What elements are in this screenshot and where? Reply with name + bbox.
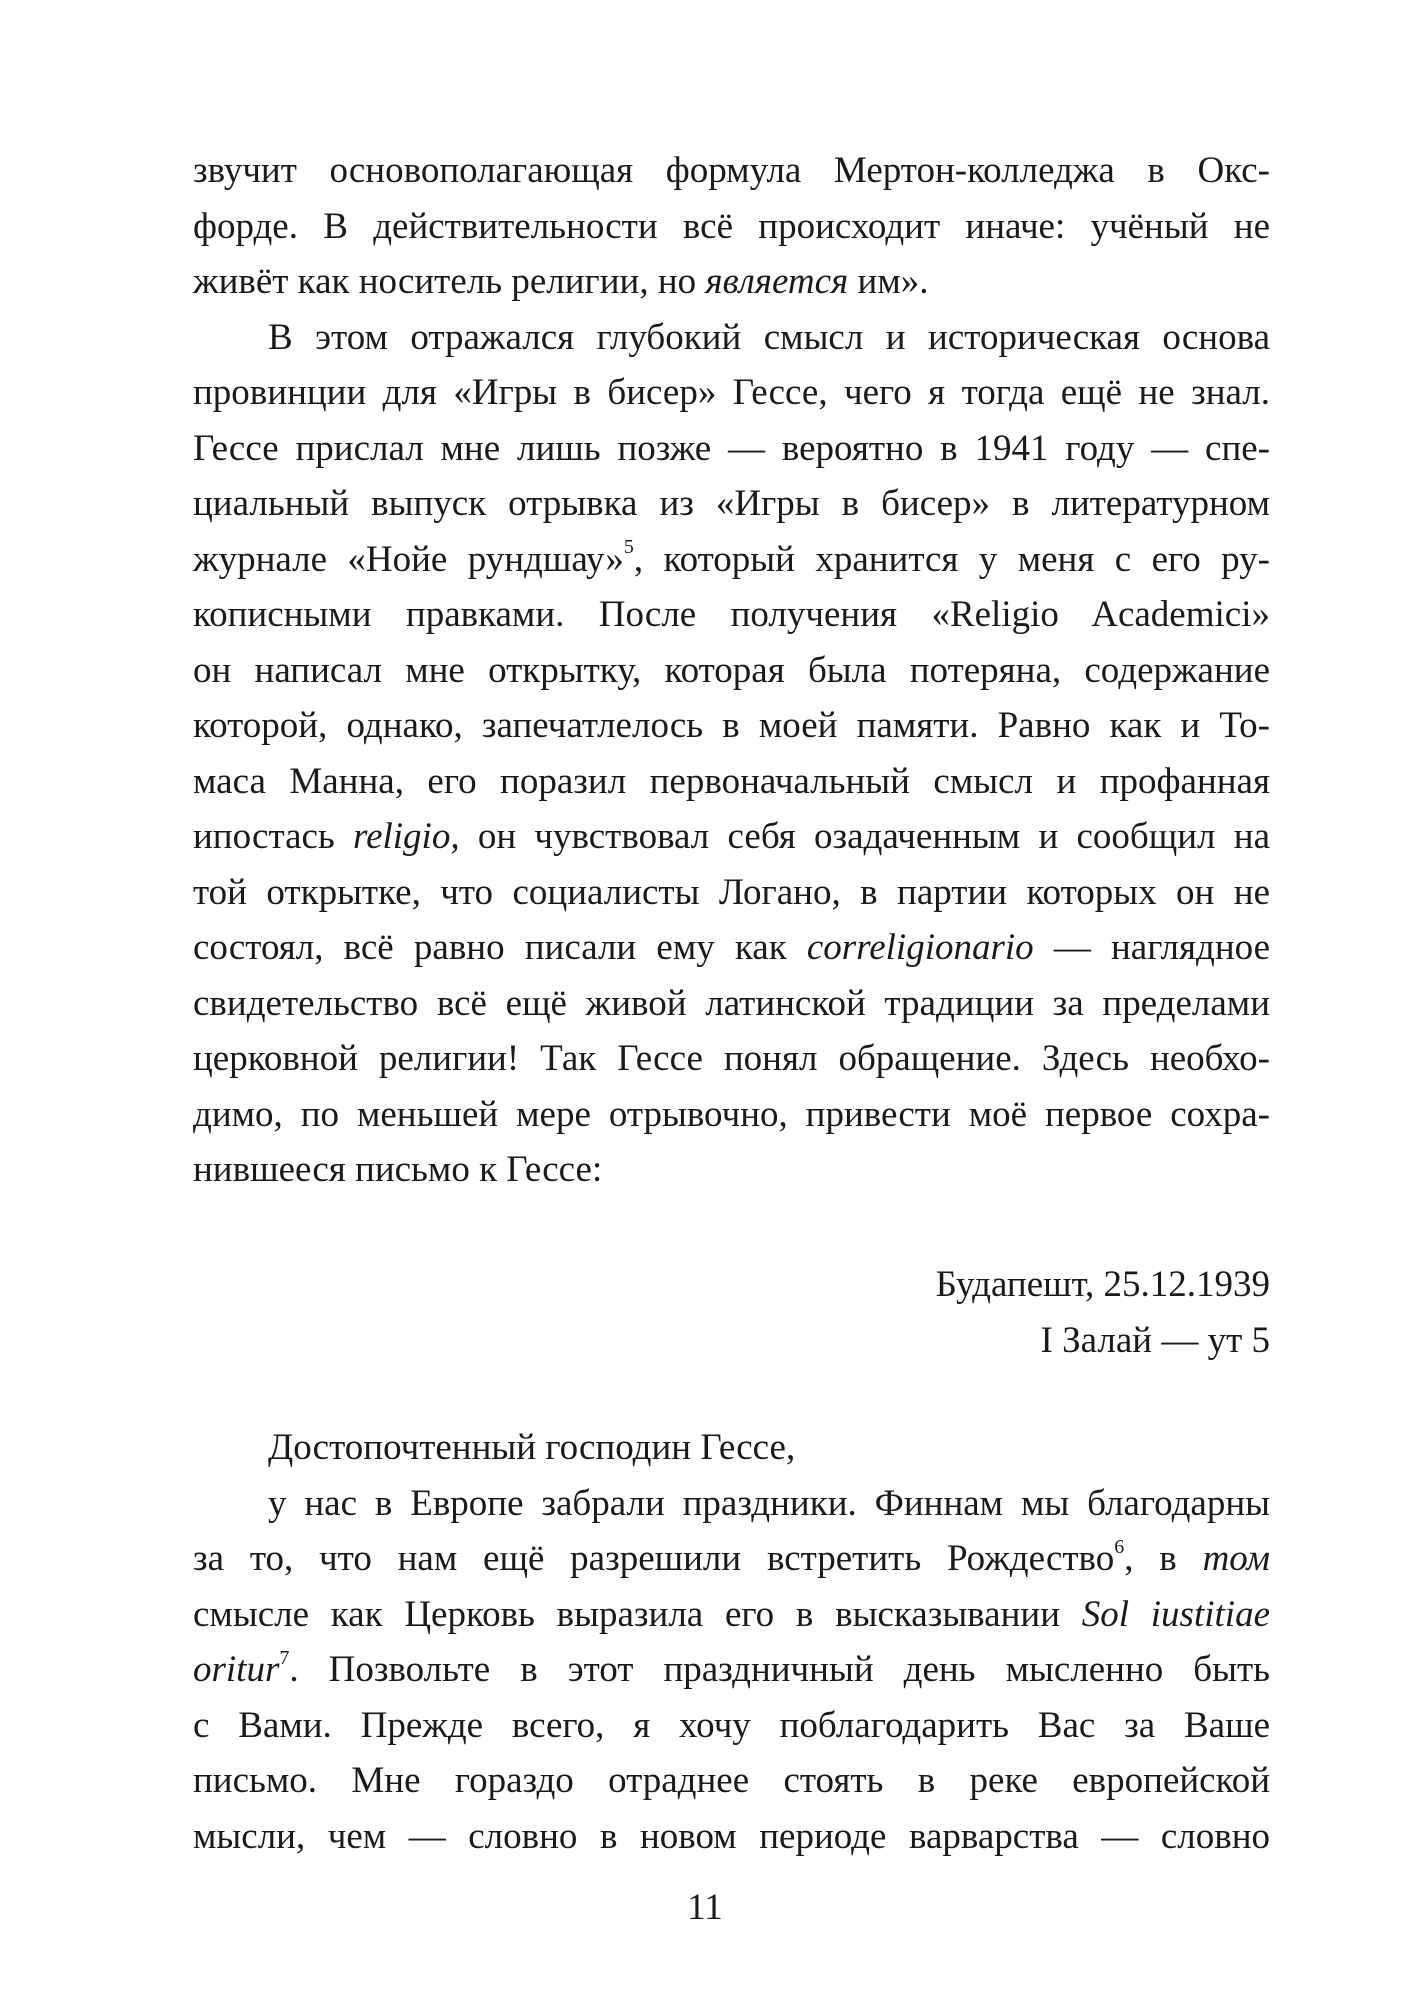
text-line: нившееся письмо к Гессе: (193, 1149, 603, 1190)
letter-body (193, 1420, 1270, 1864)
text-line: журнале «Нойе рундшау»$^5$, который хранится у меня с его ру- (193, 536, 1270, 580)
text-line: форде. В действительности всё происходит иначе: учёный не (193, 205, 1270, 247)
footnote-ref[interactable]: 6 (1114, 1535, 1125, 1558)
text-line: церковной религии! Так Гессе понял обращение. Здесь необхо- (193, 1038, 1270, 1079)
text-line: ипостась religio, он чувствовал себя озадаченным и сообщил на (193, 816, 1270, 857)
text-line: которой, однако, запечатлелось в моей памяти. Равно как и То- (193, 705, 1270, 746)
paragraph-start: у нас в Европе забрали праздники. Финнам мы благодарны (268, 1482, 1270, 1524)
text-line: звучит основополагающая формула Мертон-колледжа в Окс- (193, 150, 1270, 191)
text-line: мысли, чем — словно в новом периоде варварства — словно (193, 1815, 1270, 1857)
footnote-ref[interactable]: 7 (279, 1646, 290, 1669)
text-line: кописными правками. После получения «Religio Academici» (193, 594, 1270, 635)
paragraph-start: В этом отражался глубокий смысл и историческая основа (268, 316, 1270, 358)
italic-word: religio, (353, 816, 460, 857)
letter-place-date: Будапешт, 25.12.1939 (935, 1264, 1270, 1305)
page-number: 11 (687, 1887, 723, 1928)
italic-word: correligionario (806, 927, 1034, 968)
text-line: смысле как Церковь выразила его в высказывании Sol iustitiae (193, 1593, 1271, 1635)
italic-phrase: Sol iustitiae (1081, 1593, 1271, 1635)
text-line: за то, что нам ещё разрешили встретить Рождество$^6$, в том (193, 1535, 1270, 1579)
text-line: той открытке, что социалисты Логано, в партии которых он не (193, 871, 1270, 913)
letter-header (193, 1257, 1270, 1368)
text-line: свидетельство всё ещё живой латинской традиции за пределами (193, 982, 1270, 1024)
text-line: провинции для «Игры в бисер» Гессе, чего я тогда ещё не знал. (193, 372, 1270, 413)
text-line: димо, по меньшей мере отрывочно, привести моё первое сохра- (193, 1093, 1270, 1135)
text-line: он написал мне открытку, которая была потеряна, содержание (193, 649, 1270, 691)
main-text (193, 143, 1270, 1198)
text-line: состоял, всё равно писали ему как correligionario — наглядное (193, 927, 1270, 968)
letter-salutation: Достопочтенный господин Гессе, (268, 1427, 796, 1468)
text-line: живёт как носитель религии, но является им». (193, 261, 929, 302)
text-line: с Вами. Прежде всего, я хочу поблагодарить Вас за Ваше (193, 1704, 1270, 1746)
italic-word: oritur (193, 1649, 280, 1690)
text-line: Гессе прислал мне лишь позже — вероятно в 1941 году — спе- (193, 427, 1270, 469)
text-line: oritur$^7$. Позвольте в этот праздничный день мысленно быть (193, 1646, 1270, 1690)
italic-word: является (705, 261, 849, 302)
italic-word: том (1202, 1538, 1270, 1579)
text-line: маса Манна, его поразил первоначальный смысл и профанная (193, 760, 1270, 802)
text-line: циальный выпуск отрывка из «Игры в бисер» в литературном (193, 483, 1270, 524)
letter-address: I Залай — ут 5 (1040, 1319, 1270, 1361)
footnote-ref[interactable]: 5 (623, 536, 634, 559)
text-line: письмо. Мне гораздо отраднее стоять в реке европейской (193, 1760, 1270, 1801)
